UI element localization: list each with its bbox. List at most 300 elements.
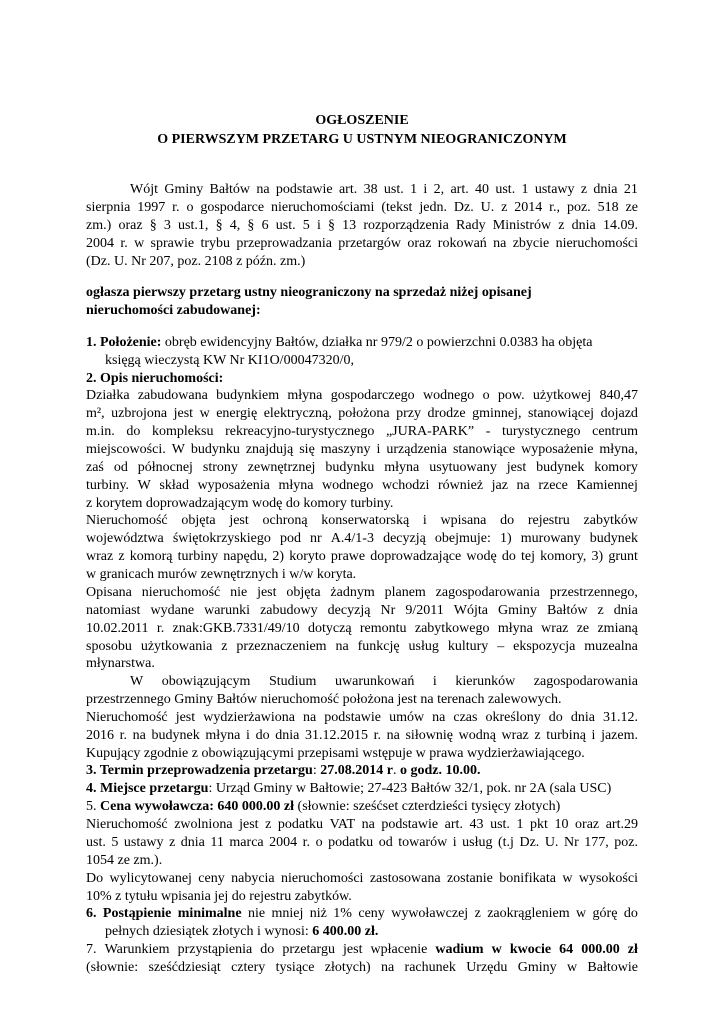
word: Do xyxy=(86,871,104,886)
bold-text: 3. Termin przeprowadzenia przetargu xyxy=(86,763,313,778)
word: centrum xyxy=(592,424,638,439)
text: młynarstwa. xyxy=(86,656,155,671)
word: wodną xyxy=(458,728,496,743)
word: z xyxy=(534,728,541,743)
word: drodze xyxy=(427,406,466,421)
word: 3) xyxy=(591,549,604,564)
word: województwa xyxy=(86,531,164,546)
word: przetargów xyxy=(338,236,402,251)
word: zmianą xyxy=(597,621,638,636)
word: usytuowany xyxy=(429,460,497,475)
word: dojazd xyxy=(600,406,638,421)
word: sierpnia xyxy=(86,200,131,215)
word: gospodarczego xyxy=(330,388,415,403)
word: wydane xyxy=(150,603,195,618)
word: turbiną xyxy=(546,728,586,743)
description-line xyxy=(86,422,638,441)
word: tej xyxy=(521,549,536,564)
description-line xyxy=(86,619,638,638)
word: Urzędu xyxy=(466,960,508,975)
word: marca xyxy=(229,835,264,850)
description-line xyxy=(86,690,561,709)
word: bonifikata xyxy=(499,871,556,886)
word: komory xyxy=(594,460,638,475)
word: budynku xyxy=(325,460,375,475)
word: dnia xyxy=(275,728,300,743)
word: wadium xyxy=(435,942,484,957)
word: wyposażenia xyxy=(197,478,270,493)
description-line xyxy=(86,458,638,477)
word: na xyxy=(302,710,317,725)
word: i xyxy=(376,442,381,457)
word: budynek xyxy=(589,531,638,546)
word: pow. xyxy=(497,388,525,403)
word: z xyxy=(580,182,588,197)
word: planem xyxy=(384,585,426,600)
intro-paragraph-line xyxy=(130,180,638,199)
description-line xyxy=(86,654,155,673)
word: siłownię xyxy=(405,728,453,743)
word: 2004 xyxy=(269,835,298,850)
word: do xyxy=(501,549,516,564)
word: nieruchomości xyxy=(281,871,364,886)
description-line xyxy=(86,386,638,405)
word: młyna xyxy=(287,388,323,403)
word: rekreacyjno-turystycznego xyxy=(225,424,375,439)
word: do xyxy=(623,906,638,921)
word: i xyxy=(423,182,428,197)
word: kultury xyxy=(447,639,489,654)
word: grunt xyxy=(608,549,638,564)
word: 1 xyxy=(410,182,418,197)
word: z xyxy=(597,603,604,618)
word: 64 xyxy=(559,942,574,957)
word: minimalne xyxy=(177,906,242,921)
word: 2014 xyxy=(514,200,543,215)
word: 14.09. xyxy=(602,218,638,233)
word: i xyxy=(246,728,250,743)
word: Ministrów xyxy=(492,218,552,233)
word: W xyxy=(171,442,185,457)
word: mniej xyxy=(271,906,304,921)
word: i xyxy=(591,728,596,743)
word: r. xyxy=(373,728,381,743)
word: § xyxy=(215,218,223,233)
word: 518 xyxy=(597,200,619,215)
word: ust. xyxy=(383,182,404,197)
word: w xyxy=(199,406,210,421)
word: wodnego xyxy=(422,388,475,403)
word: z xyxy=(558,218,565,233)
word: 5 xyxy=(111,835,119,850)
word: ust. xyxy=(490,817,510,832)
word: dnia xyxy=(593,182,618,197)
text: : xyxy=(312,763,321,778)
word: Warunkiem xyxy=(104,942,170,957)
word: 177, xyxy=(584,835,609,850)
word: 2004 xyxy=(86,236,114,251)
word: objęta xyxy=(286,585,321,600)
word: m², xyxy=(86,406,105,421)
bold-text: 2. Opis nieruchomości: xyxy=(86,371,224,386)
section-auction-place xyxy=(86,779,611,798)
word: 5 xyxy=(302,218,310,233)
word: ust.1, xyxy=(178,218,209,233)
word: od xyxy=(113,460,128,475)
word: rejestru xyxy=(527,513,570,528)
word: ceny xyxy=(358,906,385,921)
word: z xyxy=(221,639,228,654)
word: cztery xyxy=(231,960,266,975)
text: . xyxy=(392,763,400,778)
word: 3 xyxy=(163,218,171,233)
word: świętokrzyskiego xyxy=(172,531,271,546)
word: kompleksu xyxy=(152,424,214,439)
word: poz. xyxy=(566,200,591,215)
word: energię xyxy=(216,406,258,421)
word: art. xyxy=(338,182,358,197)
word: dnia xyxy=(613,603,638,618)
word: stanowiące xyxy=(452,442,516,457)
word: 1% xyxy=(333,906,352,921)
word: podstawie xyxy=(324,710,382,725)
description-line xyxy=(86,708,638,727)
word: r. xyxy=(120,236,128,251)
bold-text: Cena wywoławcza: 640 000.00 zł xyxy=(100,799,295,814)
word: § xyxy=(328,218,335,233)
word: dnia xyxy=(180,835,205,850)
word: zastosowana xyxy=(369,871,441,886)
word: 2, xyxy=(433,182,445,197)
word: turystycznego xyxy=(501,424,581,439)
word: U. xyxy=(544,835,559,850)
word: ceny xyxy=(198,871,225,886)
word: młyna xyxy=(384,460,420,475)
word: sześćdziesiąt xyxy=(148,960,221,975)
word: podstawie xyxy=(381,817,439,832)
section-minimum-increment xyxy=(86,904,638,923)
word: Dz. xyxy=(453,200,474,215)
text: przestrzennego Gminy Bałtów nieruchomość położona jest na terenach zalewowych. xyxy=(86,692,562,707)
word: północnej xyxy=(137,460,193,475)
word: z xyxy=(169,835,176,850)
word: wchodzi xyxy=(381,478,430,493)
word: r., xyxy=(549,200,561,215)
word: ust. xyxy=(275,218,296,233)
word: 43 xyxy=(469,817,484,832)
word: również xyxy=(437,478,484,493)
bold-text: o godz. 10.00. xyxy=(399,763,481,778)
word: wydzierżawiona xyxy=(203,710,295,725)
word: do xyxy=(126,424,141,439)
bold-text: 1. Położenie: xyxy=(86,335,162,350)
word: rachunek xyxy=(404,960,456,975)
description-line xyxy=(86,529,638,548)
word: Studium xyxy=(268,674,317,689)
word: 10 xyxy=(554,817,569,832)
intro-paragraph-line xyxy=(86,198,638,217)
word: na xyxy=(132,728,146,743)
word: tysiące xyxy=(275,960,315,975)
word: strony xyxy=(202,460,238,475)
word: ochroną xyxy=(262,513,308,528)
word: oraz xyxy=(575,817,600,832)
word: przeprowadzania xyxy=(236,236,332,251)
word: obowiązującym xyxy=(161,674,251,689)
word: r. xyxy=(156,621,165,636)
word: zabytków xyxy=(583,513,638,528)
intro-paragraph-line xyxy=(86,216,638,235)
word: o xyxy=(186,200,194,215)
word: wraz xyxy=(501,728,529,743)
word: znajdują xyxy=(245,442,294,457)
word: Nr xyxy=(380,603,396,618)
word: komorą xyxy=(129,549,173,564)
word: art.29 xyxy=(605,817,638,832)
word: o xyxy=(482,388,490,403)
word: Nieruchomość xyxy=(86,817,168,832)
word: jedn. xyxy=(419,200,447,215)
word: do xyxy=(260,942,275,957)
word: dotyczą xyxy=(308,621,352,636)
word: zbycie xyxy=(512,236,550,251)
word: Dz. xyxy=(519,835,540,850)
document-subtitle: O PIERWSZYM PRZETARG U USTNYM NIEOGRANICZONYM xyxy=(157,132,567,147)
description-line xyxy=(86,583,638,602)
word: w xyxy=(491,942,502,957)
word: zostanie xyxy=(446,871,493,886)
word: Działka xyxy=(86,388,130,403)
word: elektryczną, xyxy=(263,406,332,421)
word: umów xyxy=(389,710,425,725)
word: wodę xyxy=(466,549,497,564)
section-starting-price xyxy=(86,797,560,816)
word: obejmuje: xyxy=(434,531,491,546)
word: budynku xyxy=(190,442,240,457)
word: wyposażenie xyxy=(521,442,594,457)
word: wpisana xyxy=(440,513,487,528)
text: z korytem doprowadzającym wodę do komory turbiny. xyxy=(86,496,394,511)
word: sprawie xyxy=(150,236,195,251)
word: zaś xyxy=(86,460,104,475)
announcement-statement xyxy=(86,301,261,320)
text: 5. xyxy=(86,799,100,814)
intro-paragraph-line xyxy=(86,252,305,271)
word: Opisana xyxy=(86,585,132,600)
text: 10% z tytułu wpisania jej do rejestru zabytków. xyxy=(86,889,352,904)
word: nieruchomościami xyxy=(271,200,375,215)
word: skład xyxy=(159,478,189,493)
word: § xyxy=(247,218,255,233)
word: towarów xyxy=(398,835,448,850)
section-auction-date xyxy=(86,761,480,780)
word: remontu xyxy=(359,621,407,636)
word: z xyxy=(474,906,481,921)
word: rozporządzenia xyxy=(363,218,449,233)
word: jest xyxy=(506,460,527,475)
price-note-line xyxy=(86,851,162,870)
word: w xyxy=(566,960,578,975)
section-deposit xyxy=(86,958,638,977)
word: Bałtowie xyxy=(587,960,638,975)
word: nieruchomość xyxy=(141,585,221,600)
word: komory, xyxy=(540,549,587,564)
word: W xyxy=(130,674,144,689)
word: zm.) xyxy=(86,218,112,233)
word: 6. xyxy=(86,906,97,921)
word: ust. xyxy=(86,835,106,850)
bold-text: nieruchomości zabudowanej: xyxy=(86,303,261,318)
text: w granicach murów zewnętrznych i w/w koryta. xyxy=(86,567,357,582)
description-line xyxy=(86,547,638,566)
word: 31.12. xyxy=(602,710,638,725)
word: ust. xyxy=(495,182,516,197)
word: nieruchomości xyxy=(555,236,638,251)
word: młyna, xyxy=(599,442,638,457)
word: wraz xyxy=(541,621,569,636)
word: 21 xyxy=(623,182,638,197)
word: podstawie xyxy=(275,182,333,197)
word: sposobu xyxy=(86,639,132,654)
word: 38 xyxy=(363,182,378,197)
word: 4, xyxy=(229,218,241,233)
word: jaz xyxy=(491,478,508,493)
word: prawe xyxy=(330,549,366,564)
word: wylicytowanej xyxy=(109,871,192,886)
word: Gminy xyxy=(164,182,204,197)
word: zł xyxy=(627,942,638,957)
word: uzbrojona xyxy=(111,406,168,421)
description-line xyxy=(86,440,638,459)
word: Wójta xyxy=(453,603,488,618)
word: ekspozycja xyxy=(513,639,576,654)
word: 10.02.2011 xyxy=(86,621,149,636)
word: turbiny. xyxy=(86,478,130,493)
word: Postąpienie xyxy=(102,906,172,921)
word: ustawy xyxy=(123,835,164,850)
word: kwocie xyxy=(509,942,552,957)
word: - xyxy=(485,424,491,439)
word: 11 xyxy=(210,835,224,850)
word: budynkiem xyxy=(216,388,280,403)
word: wywoławczej xyxy=(391,906,469,921)
word: ustawy xyxy=(534,182,575,197)
word: wpłacenie xyxy=(370,942,428,957)
text: (słownie: sześćset czterdzieści tysięcy złotych) xyxy=(294,799,561,814)
word: maszyny xyxy=(320,442,371,457)
word: konserwatorską xyxy=(321,513,410,528)
word: 2) xyxy=(272,549,285,564)
word: stanowiącej xyxy=(527,406,595,421)
word: zabytkowego xyxy=(414,621,490,636)
word: (t.j xyxy=(498,835,514,850)
word: na xyxy=(432,710,446,725)
price-note-line xyxy=(86,833,638,852)
word: m.in. xyxy=(86,424,115,439)
word: użytkowania xyxy=(140,639,213,654)
word: 2016 xyxy=(86,728,114,743)
bold-text: ogłasza pierwszy przetarg ustny nieograniczony na sprzedaż niżej opisanej xyxy=(86,285,532,300)
description-line xyxy=(86,726,638,745)
word: oraz xyxy=(118,218,143,233)
word: Bałtów xyxy=(209,182,250,197)
word: jazem. xyxy=(601,728,638,743)
word: zewnętrznej xyxy=(247,460,316,475)
word: art. xyxy=(444,817,463,832)
word: Nieruchomość xyxy=(86,513,168,528)
price-note-line xyxy=(86,869,638,888)
word: w xyxy=(562,871,573,886)
word: trybu xyxy=(200,236,230,251)
word: urządzenia xyxy=(386,442,447,457)
word: dnia xyxy=(570,710,595,725)
word: z xyxy=(265,817,272,832)
word: 1) xyxy=(500,531,512,546)
word: jest xyxy=(175,710,196,725)
word: jest xyxy=(257,585,277,600)
word: 40 xyxy=(475,182,490,197)
word: budynek xyxy=(536,460,585,475)
word: rokowań xyxy=(437,236,487,251)
word: doprowadzające xyxy=(370,549,462,564)
word: z xyxy=(501,200,508,215)
text: (Dz. U. Nr 207, poz. 2108 z późn. zm.) xyxy=(86,254,306,269)
word: murowany xyxy=(520,531,581,546)
word: funkcję xyxy=(357,639,400,654)
word: Wójt xyxy=(130,182,158,197)
word: wysokości xyxy=(578,871,638,886)
word: W xyxy=(137,478,151,493)
word: jest xyxy=(343,942,363,957)
text: pełnych dziesiątek złotych i wynosi: xyxy=(105,924,313,939)
word: U. xyxy=(480,200,495,215)
word: decyzją xyxy=(327,603,371,618)
word: nie xyxy=(247,906,266,921)
section-location xyxy=(86,333,592,352)
word: na xyxy=(516,478,530,493)
word: i xyxy=(422,513,427,528)
word: natomiast xyxy=(86,603,141,618)
description-line xyxy=(86,601,638,620)
word: § xyxy=(149,218,157,233)
bold-text: 6 400.00 zł. xyxy=(312,924,379,939)
word: znak:GKB.7331/49/10 xyxy=(172,621,300,636)
word: r. xyxy=(172,200,180,215)
word: A.4/1-3 xyxy=(330,531,374,546)
word: dnia xyxy=(571,218,596,233)
word: 31.12.2015 xyxy=(304,728,368,743)
section-location xyxy=(105,351,354,370)
word: decyzją xyxy=(383,531,426,546)
word: pkt xyxy=(530,817,548,832)
word: miejscowości. xyxy=(86,442,166,457)
word: przy xyxy=(396,406,421,421)
word: 1997 xyxy=(137,200,166,215)
word: i xyxy=(316,218,321,233)
word: jest xyxy=(173,406,194,421)
word: objęta xyxy=(181,513,216,528)
word: gminnej, xyxy=(472,406,522,421)
word: przetargu xyxy=(282,942,335,957)
word: młyna xyxy=(205,728,241,743)
section-deposit xyxy=(86,940,638,959)
word: 1 xyxy=(521,182,529,197)
word: Rady xyxy=(456,218,486,233)
description-line xyxy=(86,476,638,495)
word: Gminy xyxy=(517,960,557,975)
word: oraz xyxy=(407,236,432,251)
word: – xyxy=(497,639,505,654)
